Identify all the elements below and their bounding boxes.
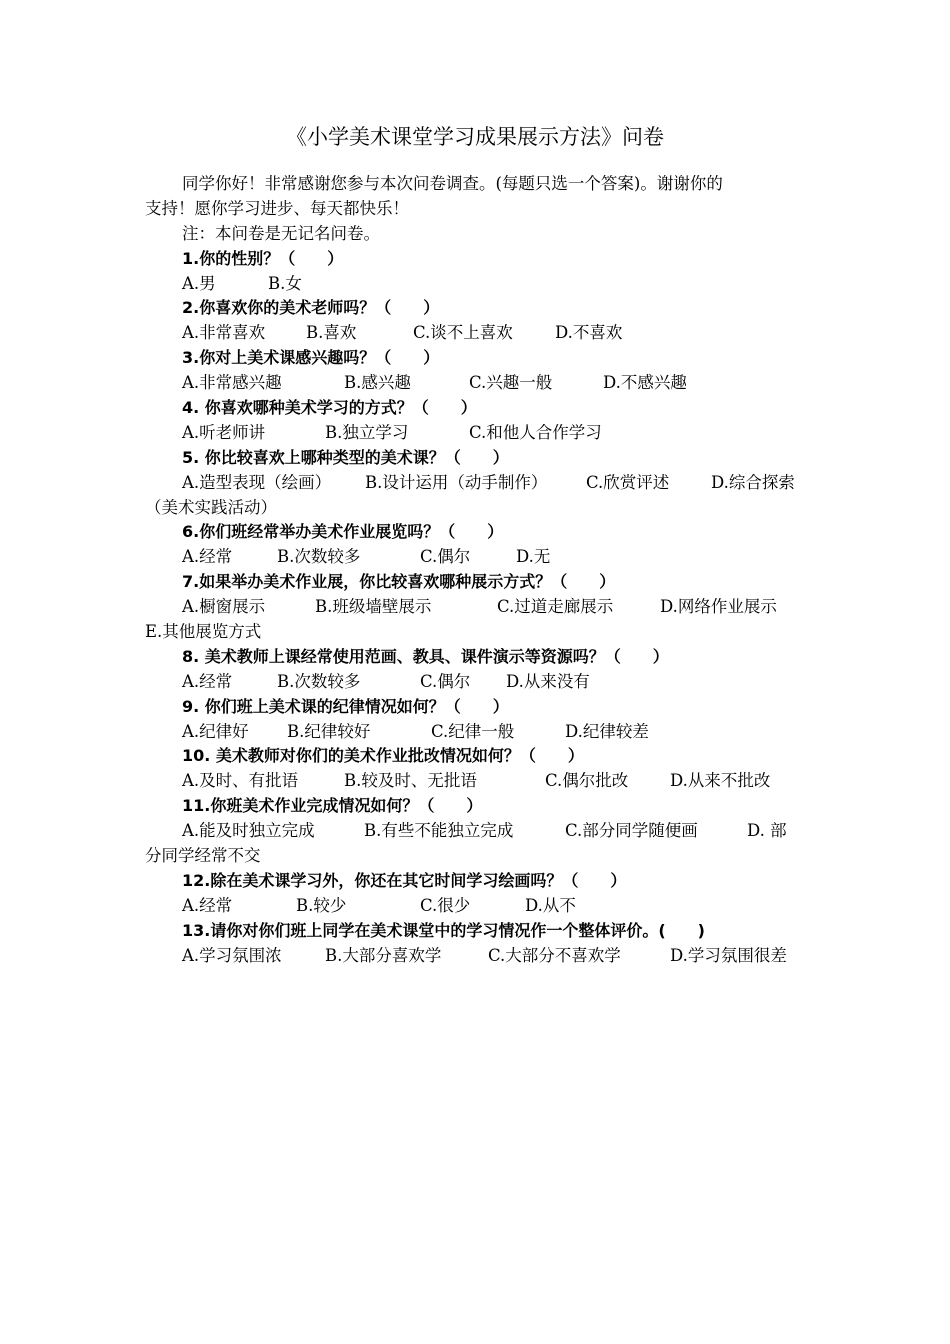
option-9-b[interactable]: B.纪律较好 bbox=[287, 721, 371, 741]
question-6: 6.你们班经常举办美术作业展览吗？（ ） bbox=[182, 522, 504, 542]
option-9-d[interactable]: D.纪律较差 bbox=[565, 721, 649, 741]
option-3-b[interactable]: B.感兴趣 bbox=[344, 373, 411, 393]
question-13: 13.请你对你们班上同学在美术课堂中的学习情况作一个整体评价。( ) bbox=[182, 920, 705, 940]
option-9-a[interactable]: A.纪律好 bbox=[182, 721, 249, 741]
options-9 bbox=[145, 720, 810, 745]
question-11: 11.你班美术作业完成情况如何？（ ） bbox=[182, 796, 483, 816]
option-8-a[interactable]: A.经常 bbox=[182, 671, 233, 691]
option-11-a[interactable]: A.能及时独立完成 bbox=[182, 821, 315, 841]
options-8 bbox=[145, 670, 810, 695]
question-5: 5. 你比较喜欢上哪种类型的美术课？（ ） bbox=[182, 447, 509, 467]
option-6-c[interactable]: C.偶尔 bbox=[420, 547, 471, 567]
option-7-a[interactable]: A.橱窗展示 bbox=[182, 597, 266, 617]
option-6-d[interactable]: D.无 bbox=[516, 547, 551, 567]
option-4-a[interactable]: A.听老师讲 bbox=[182, 422, 266, 442]
option-7-e[interactable]: E.其他展览方式 bbox=[145, 622, 262, 642]
option-3-a[interactable]: A.非常感兴趣 bbox=[182, 373, 282, 393]
question-9: 9. 你们班上美术课的纪律情况如何？（ ） bbox=[182, 696, 509, 716]
option-3-c[interactable]: C.兴趣一般 bbox=[469, 373, 553, 393]
question-8: 8. 美术教师上课经常使用范画、教具、课件演示等资源吗？（ ） bbox=[182, 646, 669, 666]
option-2-a[interactable]: A.非常喜欢 bbox=[182, 323, 266, 343]
questionnaire-body bbox=[145, 172, 810, 969]
option-10-c[interactable]: C.偶尔批改 bbox=[545, 771, 629, 791]
option-5-b[interactable]: B.设计运用（动手制作） bbox=[365, 472, 548, 492]
option-5-a[interactable]: A.造型表现（绘画） bbox=[182, 472, 332, 492]
question-7: 7.如果举办美术作业展，你比较喜欢哪种展示方式？（ ） bbox=[182, 572, 616, 592]
option-1-b[interactable]: B.女 bbox=[268, 273, 302, 293]
option-5-d-continued: （美术实践活动） bbox=[145, 497, 277, 517]
option-6-b[interactable]: B.次数较多 bbox=[277, 547, 361, 567]
option-3-d[interactable]: D.不感兴趣 bbox=[603, 373, 687, 393]
option-7-d[interactable]: D.网络作业展示 bbox=[660, 597, 777, 617]
question-2: 2.你喜欢你的美术老师吗？（ ） bbox=[182, 298, 440, 318]
options-5 bbox=[145, 471, 810, 496]
option-13-c[interactable]: C.大部分不喜欢学 bbox=[488, 945, 621, 965]
option-13-a[interactable]: A.学习氛围浓 bbox=[182, 945, 282, 965]
intro-line-2: 支持！愿你学习进步、每天都快乐！ bbox=[145, 198, 409, 218]
option-2-c[interactable]: C.谈不上喜欢 bbox=[413, 323, 513, 343]
option-11-d-continued: 分同学经常不交 bbox=[145, 846, 261, 866]
options-3 bbox=[145, 371, 810, 396]
options-13 bbox=[145, 944, 810, 969]
option-6-a[interactable]: A.经常 bbox=[182, 547, 233, 567]
option-9-c[interactable]: C.纪律一般 bbox=[431, 721, 515, 741]
options-1 bbox=[145, 272, 810, 297]
option-7-b[interactable]: B.班级墙壁展示 bbox=[315, 597, 432, 617]
options-12 bbox=[145, 894, 810, 919]
option-5-d[interactable]: D.综合探索 bbox=[711, 472, 795, 492]
question-12: 12.除在美术课学习外，你还在其它时间学习绘画吗？（ ） bbox=[182, 870, 627, 890]
option-8-c[interactable]: C.偶尔 bbox=[420, 671, 471, 691]
option-13-d[interactable]: D.学习氛围很差 bbox=[670, 945, 787, 965]
question-3: 3.你对上美术课感兴趣吗？（ ） bbox=[182, 348, 440, 368]
option-12-b[interactable]: B.较少 bbox=[296, 895, 347, 915]
option-8-b[interactable]: B.次数较多 bbox=[277, 671, 361, 691]
options-7 bbox=[145, 595, 810, 620]
option-11-b[interactable]: B.有些不能独立完成 bbox=[364, 821, 514, 841]
option-5-c[interactable]: C.欣赏评述 bbox=[586, 472, 670, 492]
option-4-c[interactable]: C.和他人合作学习 bbox=[469, 422, 602, 442]
anonymous-note: 注：本问卷是无记名问卷。 bbox=[182, 223, 380, 243]
options-11 bbox=[145, 819, 810, 844]
options-2 bbox=[145, 321, 810, 346]
option-11-c[interactable]: C.部分同学随便画 bbox=[565, 821, 698, 841]
option-13-b[interactable]: B.大部分喜欢学 bbox=[325, 945, 442, 965]
question-4: 4. 你喜欢哪种美术学习的方式？（ ） bbox=[182, 398, 477, 418]
option-8-d[interactable]: D.从来没有 bbox=[506, 671, 590, 691]
option-11-d[interactable]: D. 部 bbox=[747, 821, 787, 841]
option-12-c[interactable]: C.很少 bbox=[420, 895, 471, 915]
question-1: 1.你的性别？（ ） bbox=[182, 248, 344, 268]
options-6 bbox=[145, 545, 810, 570]
options-4 bbox=[145, 421, 810, 446]
option-10-a[interactable]: A.及时、有批语 bbox=[182, 771, 299, 791]
option-1-a[interactable]: A.男 bbox=[182, 273, 216, 293]
option-2-b[interactable]: B.喜欢 bbox=[306, 323, 357, 343]
option-12-d[interactable]: D.从不 bbox=[525, 895, 576, 915]
option-7-c[interactable]: C.过道走廊展示 bbox=[497, 597, 614, 617]
option-12-a[interactable]: A.经常 bbox=[182, 895, 233, 915]
option-4-b[interactable]: B.独立学习 bbox=[325, 422, 409, 442]
option-10-d[interactable]: D.从来不批改 bbox=[670, 771, 771, 791]
option-2-d[interactable]: D.不喜欢 bbox=[555, 323, 623, 343]
options-10 bbox=[145, 769, 810, 794]
question-10: 10. 美术教师对你们的美术作业批改情况如何？（ ） bbox=[182, 746, 584, 766]
intro-line-1: 同学你好！非常感谢您参与本次问卷调查。(每题只选一个答案)。谢谢你的 bbox=[182, 174, 723, 193]
option-10-b[interactable]: B.较及时、无批语 bbox=[344, 771, 477, 791]
page-title: 《小学美术课堂学习成果展示方法》问卷 bbox=[286, 125, 664, 149]
